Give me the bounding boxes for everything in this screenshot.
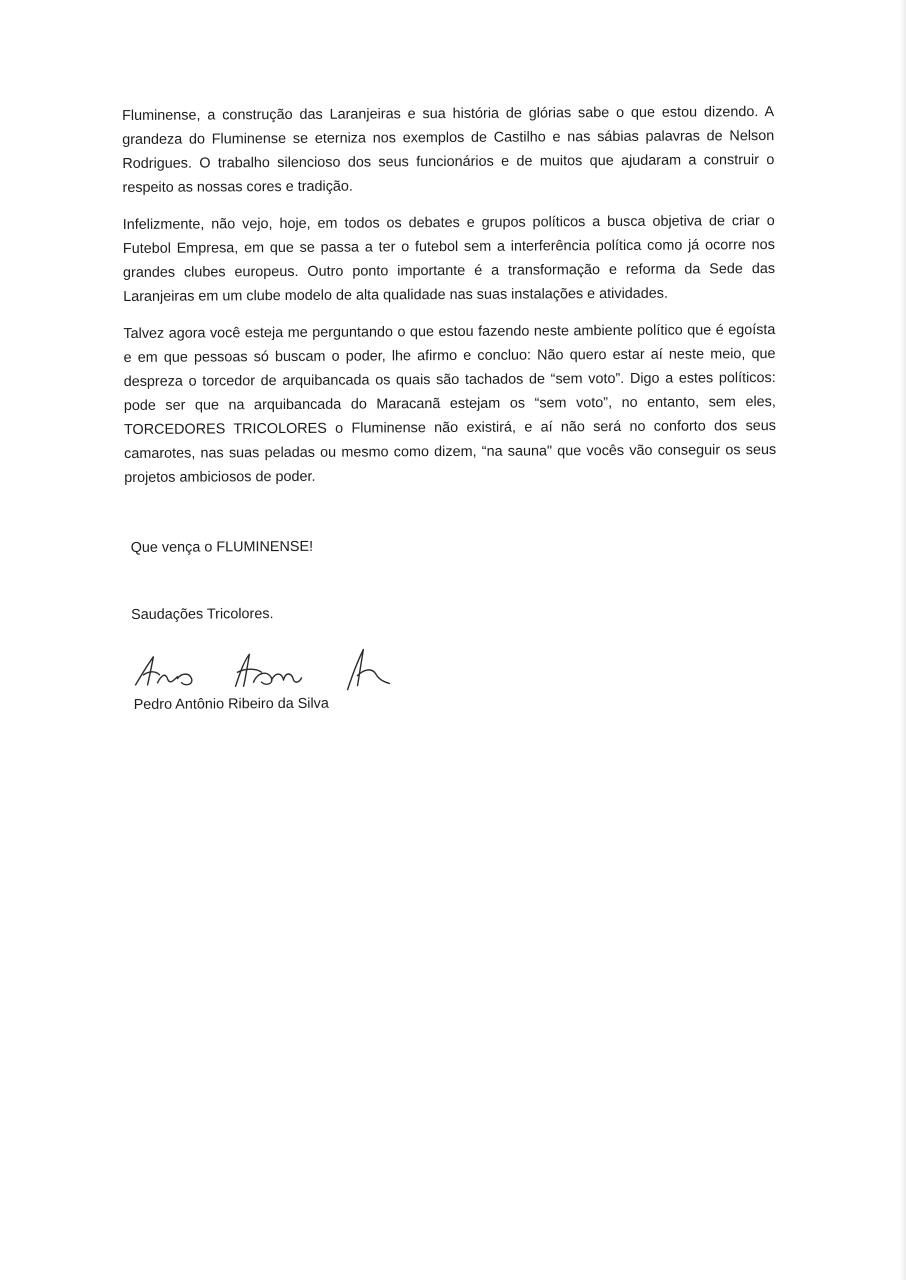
salutation-line: Saudações Tricolores. — [131, 606, 274, 623]
paragraph-2: Infelizmente, não vejo, hoje, em todos os debates e grupos políticos a busca objetiva de criar o Futebol Empresa, em que se passa a ter o futebol sem a interferência política como já ocorre nos grandes clubes europeus. Outro ponto importante é a transformação e reforma da Sede das Laranjeiras em um clube modelo de alta qualidade nas suas instalações e atividades. — [122, 213, 776, 305]
signature-block — [131, 635, 778, 729]
page-edge-shadow — [900, 0, 906, 1280]
paragraph-3: Talvez agora você esteja me perguntando o que estou fazendo neste ambiente político que é egoísta e em que pessoas só buscam o poder, lhe afirmo e concluo: Não quero estar aí neste meio, que despreza o torcedor de arquibancada os quais são tachados de “sem voto”. Digo a estes políticos: pode ser que na arquibancada do Maracanã estejam os “sem voto”, no entanto, sem eles, TORCEDORES TRICOLORES o Fluminense não existirá, e aí não será no conforto dos seus camarotes, nas suas peladas ou mesmo como dizem, “na sauna" que vocês vão conseguir os seus projetos ambiciosos de poder. — [123, 322, 777, 486]
paragraph-1: Fluminense, a construção das Laranjeiras e sua história de glórias sabe o que estou dizendo. A grandeza do Fluminense se eterniza nos exemplos de Castilho e nas sábias palavras de Nelson Rodrigues. O trabalho silencioso dos seus funcionários e de muitos que ajudaram a construir o respeito as nossas cores e tradição. — [122, 104, 775, 196]
signer-name: Pedro Antônio Ribeiro da Silva — [133, 695, 329, 713]
letter-body — [122, 100, 778, 729]
closing-line: Que vença o FLUMINENSE! — [130, 538, 314, 556]
